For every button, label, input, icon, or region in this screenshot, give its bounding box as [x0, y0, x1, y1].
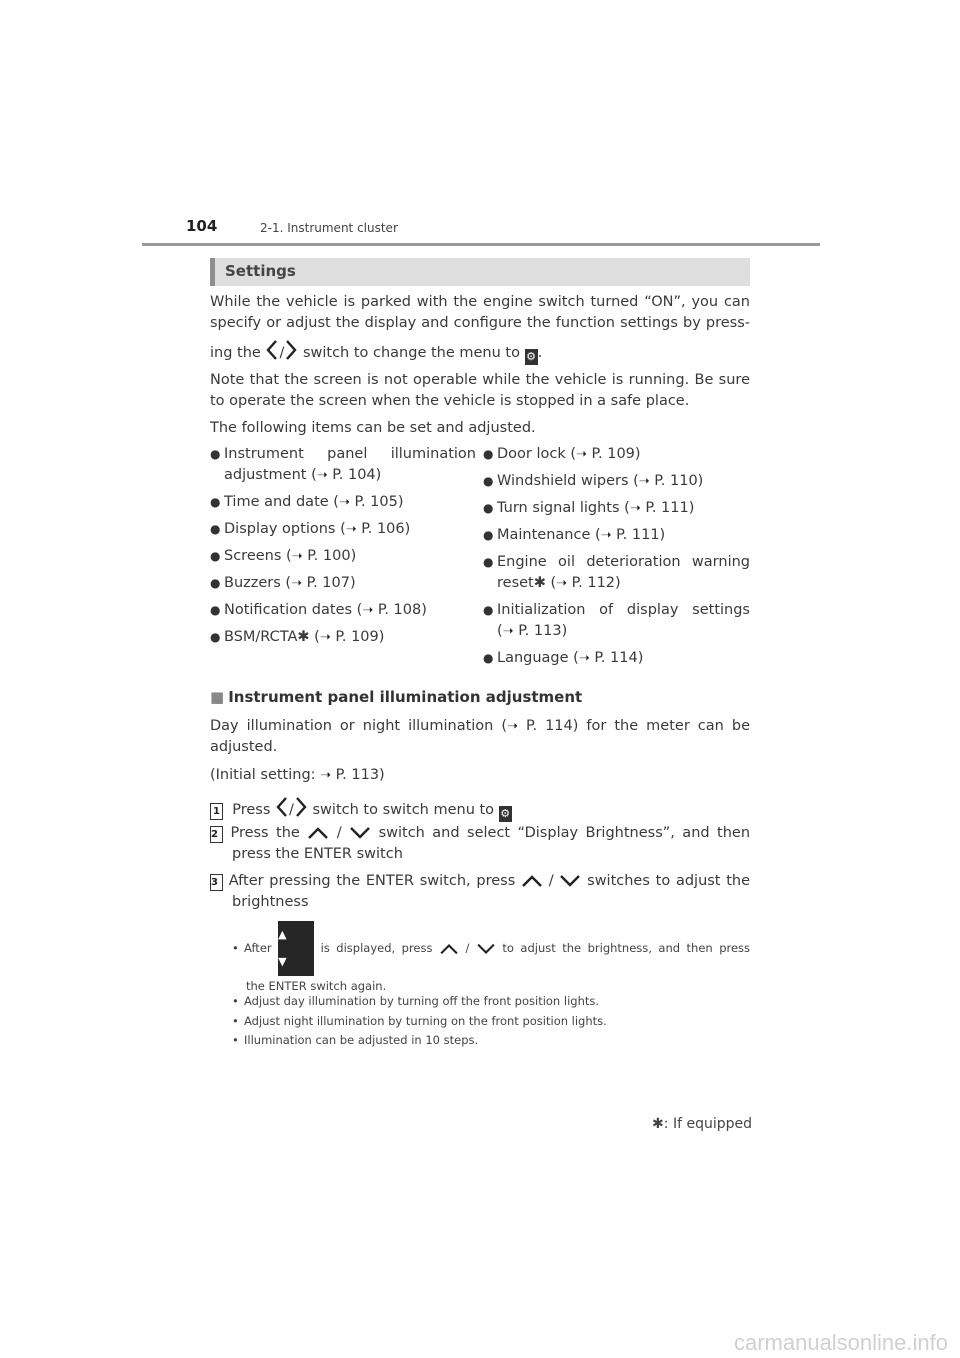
header-rule: [142, 243, 820, 246]
list-item: [210, 573, 476, 594]
step1-text-b: switch to switch menu to: [312, 802, 495, 818]
para1-text-a: ing the: [210, 345, 261, 361]
brightness-display-icon: [278, 921, 314, 976]
arrow-icon: ➝: [338, 495, 350, 510]
note3-text: Adjust night illumination by turning on the front position lights.: [244, 1014, 607, 1028]
page-ref[interactable]: P. 109): [591, 446, 641, 462]
arrow-icon: ➝: [638, 474, 650, 489]
illum-line1: [210, 716, 750, 737]
para1-line1: While the vehicle is parked with the engine switch turned “ON”, you can: [210, 294, 750, 310]
note1-line1: [232, 920, 750, 977]
item-label-2: adjustment (: [224, 467, 317, 483]
arrow-icon: ➝: [316, 468, 328, 483]
page-ref[interactable]: P. 114) for the meter can be: [525, 718, 750, 734]
chevron-down-icon: [476, 942, 496, 956]
gear-icon: ⚙: [500, 807, 511, 820]
step1-text-a: Press: [232, 802, 271, 818]
list-item: [483, 552, 750, 594]
step3-text-b: switches to adjust the: [587, 873, 751, 889]
item-label: Screens (: [224, 548, 292, 564]
list-item: [210, 627, 476, 648]
footnote: ✱: If equipped: [652, 1116, 752, 1132]
arrow-icon: ➝: [319, 630, 331, 645]
page-ref[interactable]: P. 105): [354, 494, 404, 510]
item-label: BSM/RCTA✱ (: [224, 629, 320, 645]
small-bullet-icon: •: [232, 1014, 239, 1028]
step3-slash: /: [548, 873, 554, 889]
arrow-icon: ➝: [600, 528, 612, 543]
para2-line1: Note that the screen is not operable while the vehicle is running. Be sure: [210, 372, 750, 388]
note4-text: Illumination can be adjusted in 10 steps.: [244, 1033, 479, 1047]
arrow-icon: ➝: [291, 576, 302, 591]
page-ref[interactable]: P. 111): [645, 500, 695, 516]
chevron-right-icon: [294, 796, 308, 818]
initial-text: (Initial setting:: [210, 767, 316, 783]
page-ref[interactable]: P. 113): [335, 767, 385, 783]
up-triangle-icon: ▲: [278, 928, 287, 941]
item-label: Door lock (: [497, 446, 577, 462]
para1-line3: [210, 339, 750, 365]
bullet-icon: ●: [483, 447, 494, 461]
right-item-list: [483, 444, 750, 669]
bullet-icon: ●: [210, 576, 221, 590]
bullet-icon: ●: [210, 630, 221, 644]
item-label-2: reset✱ (: [497, 575, 557, 591]
step-1: [210, 796, 512, 822]
illumination-heading: [210, 688, 582, 706]
note1-slash: /: [465, 941, 470, 955]
chevron-up-icon: [439, 942, 459, 956]
settings-title-bar: [210, 258, 750, 286]
list-item: [483, 648, 750, 669]
arrow-icon: ➝: [578, 651, 590, 666]
item-label: Time and date (: [224, 494, 339, 510]
settings-title: Settings: [225, 262, 296, 280]
list-item: [210, 546, 476, 567]
page-ref[interactable]: P. 106): [361, 521, 411, 537]
item-label: Instrument panel illumination: [224, 446, 476, 462]
step-number-2: 2: [210, 826, 223, 843]
page-ref[interactable]: P. 113): [518, 623, 568, 639]
note-3: [232, 1012, 607, 1031]
item-label: Turn signal lights (: [497, 500, 630, 516]
list-item: [483, 444, 750, 465]
arrow-icon: ➝: [362, 603, 374, 618]
page-ref[interactable]: P. 110): [654, 473, 704, 489]
bullet-icon: ●: [210, 495, 221, 509]
bullet-icon: ●: [210, 447, 221, 461]
note2-text: Adjust day illumination by turning off the front position lights.: [244, 994, 600, 1008]
para1-slash: /: [279, 345, 285, 361]
page-ref[interactable]: P. 100): [307, 548, 357, 564]
note-1: [232, 920, 750, 996]
list-item: [210, 600, 476, 621]
item-label: Buzzers (: [224, 575, 292, 591]
settings-paragraph-1: [210, 292, 750, 365]
step2-line2: press the ENTER switch: [232, 846, 403, 862]
page-ref[interactable]: P. 107): [306, 575, 356, 591]
left-item-list: [210, 444, 476, 648]
down-triangle-icon: ▼: [278, 955, 287, 968]
section-title: 2-1. Instrument cluster: [260, 221, 398, 235]
arrow-icon: ➝: [556, 576, 568, 591]
chevron-down-icon: [349, 825, 371, 841]
chevron-right-icon: [284, 339, 298, 361]
illumination-heading-text: Instrument panel illumination adjustment: [228, 688, 583, 706]
page-ref[interactable]: P. 109): [335, 629, 385, 645]
step3-text-a: After pressing the ENTER switch, press: [228, 873, 516, 889]
initial-setting: [210, 765, 750, 786]
chevron-left-icon: [265, 339, 279, 361]
note1-text-b: is displayed, press: [320, 941, 433, 955]
bullet-icon: ●: [483, 501, 494, 515]
gear-icon: ⚙: [526, 350, 537, 363]
list-item: [483, 498, 750, 519]
bullet-icon: ●: [210, 549, 221, 563]
step2-slash: /: [336, 825, 342, 841]
bullet-icon: ●: [210, 603, 221, 617]
item-label: Initialization of display settings: [497, 602, 750, 618]
item-label: Maintenance (: [497, 527, 601, 543]
note1-text-a: After: [244, 941, 272, 955]
note1-line2: the ENTER switch again.: [246, 979, 387, 993]
step3-line2: brightness: [232, 894, 309, 910]
list-item: [483, 525, 750, 546]
chevron-down-icon: [559, 873, 581, 889]
arrow-icon: ➝: [576, 447, 587, 462]
step3-line1: [210, 871, 750, 892]
page-ref[interactable]: P. 112): [571, 575, 621, 591]
step2-text-b: switch and select “Display Brightness”, and then: [378, 825, 751, 841]
chevron-left-icon: [275, 796, 289, 818]
small-bullet-icon: •: [232, 1033, 239, 1047]
step-number-3: 3: [210, 874, 223, 891]
watermark: carmanualsonline.info: [733, 1330, 948, 1355]
para2-line2: to operate the screen when the vehicle is stopped in a safe place.: [210, 393, 690, 409]
step2-text-a: Press the: [230, 825, 300, 841]
note1-text-c: to adjust the brightness, and then press: [502, 941, 751, 955]
bullet-icon: ●: [210, 522, 221, 536]
arrow-icon: ➝: [320, 768, 332, 783]
chevron-up-icon: [307, 825, 329, 841]
illum-text-a: Day illumination or night illumination (: [210, 718, 508, 734]
list-item: [483, 600, 750, 642]
para1-period: .: [537, 345, 543, 361]
item-label-2: (: [497, 623, 503, 639]
para1-line2: specify or adjust the display and configure the function settings by press-: [210, 315, 750, 331]
page-ref[interactable]: P. 108): [377, 602, 427, 618]
square-icon: ■: [210, 688, 225, 706]
step-3: [210, 871, 750, 913]
step2-line1: [210, 823, 750, 844]
bullet-icon: ●: [483, 603, 494, 617]
item-label: Notification dates (: [224, 602, 363, 618]
note-2: [232, 992, 599, 1011]
illum-line2: adjusted.: [210, 739, 278, 755]
arrow-icon: ➝: [507, 719, 518, 734]
chevron-up-icon: [521, 873, 543, 889]
illumination-paragraph: [210, 716, 750, 758]
page-ref[interactable]: P. 114): [594, 650, 644, 666]
bullet-icon: ●: [483, 474, 494, 488]
arrow-icon: ➝: [502, 624, 514, 639]
settings-paragraph-2: [210, 370, 750, 412]
item-label: Language (: [497, 650, 579, 666]
bullet-icon: ●: [483, 555, 494, 569]
arrow-icon: ➝: [345, 522, 357, 537]
arrow-icon: ➝: [629, 501, 641, 516]
note-4: [232, 1031, 478, 1050]
item-label: Engine oil deterioration warning: [497, 554, 750, 570]
step1-slash: /: [289, 802, 294, 818]
list-item: [483, 471, 750, 492]
list-item: [210, 492, 476, 513]
step-number-1: 1: [210, 803, 223, 820]
small-bullet-icon: •: [232, 941, 239, 955]
small-bullet-icon: •: [232, 994, 239, 1008]
step-2: [210, 823, 750, 865]
settings-paragraph-3: The following items can be set and adjusted.: [210, 420, 536, 436]
item-label: Display options (: [224, 521, 346, 537]
bullet-icon: ●: [483, 528, 494, 542]
para1-text-b: switch to change the menu to: [302, 345, 520, 361]
list-item: [210, 519, 476, 540]
arrow-icon: ➝: [291, 549, 303, 564]
page-number: 104: [186, 217, 218, 235]
page-ref[interactable]: P. 104): [332, 467, 382, 483]
page-ref[interactable]: P. 111): [616, 527, 666, 543]
title-bar-stripe: [210, 258, 215, 286]
bullet-icon: ●: [483, 651, 494, 665]
item-label: Windshield wipers (: [497, 473, 639, 489]
list-item: [210, 444, 476, 486]
